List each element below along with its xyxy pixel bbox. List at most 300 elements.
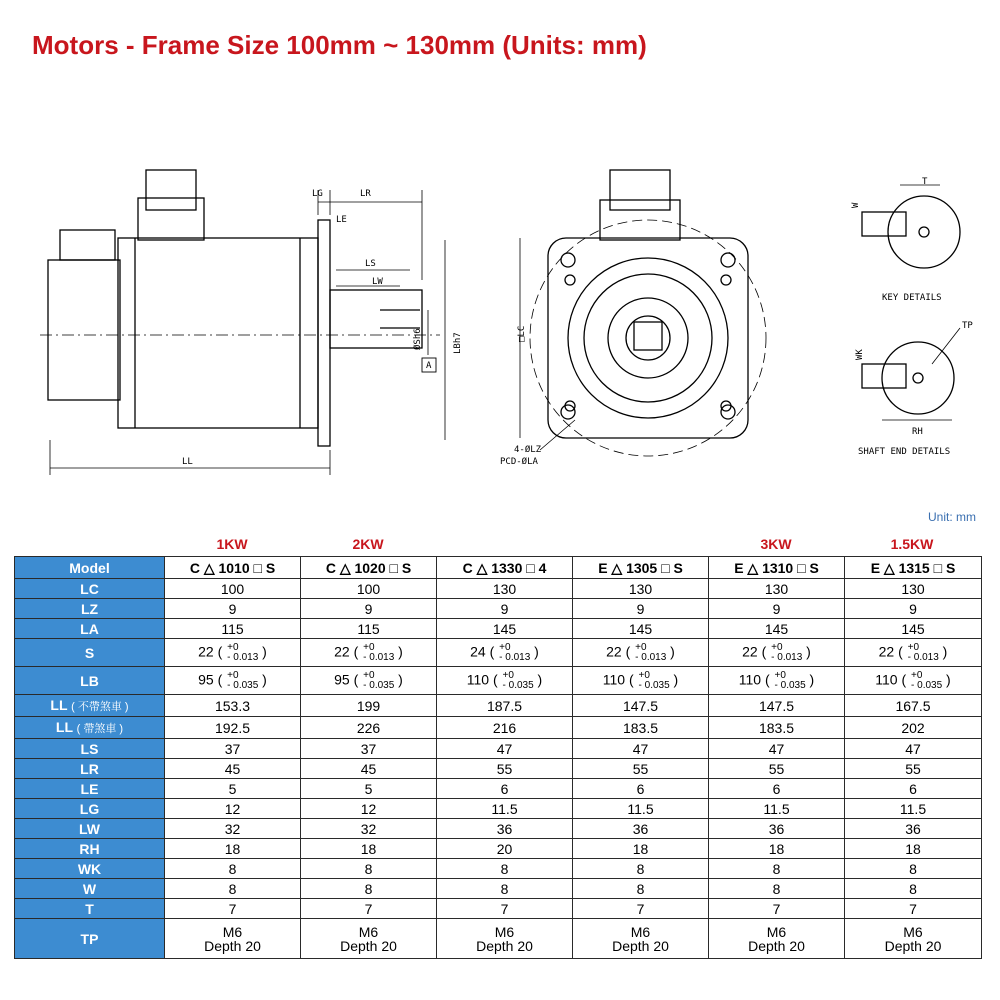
cell-value: 202 — [901, 719, 925, 736]
cell-value: 5 — [364, 780, 373, 797]
tolerance — [499, 643, 530, 663]
cell-value: 8 — [772, 860, 781, 877]
cell-value: 55 — [632, 760, 649, 777]
row-label — [15, 599, 165, 619]
table-cell — [165, 619, 301, 639]
encoder-connector — [60, 230, 115, 260]
cell-value: 216 — [492, 719, 517, 736]
table-cell — [709, 579, 845, 599]
key-detail-circle — [888, 196, 960, 268]
motor-dimension-drawing — [0, 150, 1000, 490]
table-header-row — [15, 557, 982, 579]
table-cell: 22 ( +0 - 0.013 ) — [709, 639, 845, 667]
power-connector — [146, 170, 196, 210]
table-cell — [709, 799, 845, 819]
cell-value: 22 — [878, 643, 895, 660]
label-la: PCD-ØLA — [500, 457, 538, 467]
cell-value: M6 — [494, 923, 515, 940]
table-cell — [301, 619, 437, 639]
row-label-text: LG — [79, 800, 100, 817]
cell-value: 6 — [636, 780, 645, 797]
label-lb: LBh7 — [453, 332, 463, 354]
table-cell — [709, 759, 845, 779]
table-cell — [573, 579, 709, 599]
tolerance — [363, 643, 394, 663]
table-cell — [709, 779, 845, 799]
table-cell — [165, 919, 301, 959]
cell-value-line2: Depth 20 — [884, 937, 942, 954]
table-cell — [709, 859, 845, 879]
spec-table — [14, 556, 982, 959]
table-row — [15, 599, 982, 619]
cell-value: 8 — [772, 880, 781, 897]
table-cell — [301, 799, 437, 819]
table-cell — [437, 695, 573, 717]
cell-value: 110 — [738, 671, 762, 688]
table-cell — [301, 717, 437, 739]
table-cell — [845, 919, 982, 959]
table-cell — [165, 899, 301, 919]
label-lc: □LC — [517, 325, 527, 342]
table-cell — [709, 919, 845, 959]
tolerance — [771, 643, 802, 663]
cell-value: 5 — [228, 780, 237, 797]
row-label-text: LR — [80, 760, 99, 777]
cell-value: 7 — [909, 900, 917, 917]
cell-value: 183.5 — [622, 719, 659, 736]
table-row — [15, 879, 982, 899]
flange — [318, 220, 330, 446]
table-cell — [437, 839, 573, 859]
label-a: A — [426, 361, 432, 371]
cell-value: 18 — [632, 840, 649, 857]
cell-value: 47 — [632, 740, 649, 757]
table-cell — [845, 759, 982, 779]
table-cell — [165, 779, 301, 799]
table-cell — [845, 799, 982, 819]
row-label — [15, 819, 165, 839]
cell-value: 22 — [334, 643, 350, 660]
row-label-text: W — [82, 880, 97, 897]
tolerance-lower: - 0.013 — [771, 651, 803, 663]
cell-value: 36 — [632, 820, 649, 837]
table-cell — [301, 739, 437, 759]
tolerance-lower: - 0.035 — [363, 679, 395, 691]
table-row — [15, 695, 982, 717]
table-cell — [573, 859, 709, 879]
cell-value: 9 — [364, 600, 373, 617]
label-s: ØSh6 — [413, 328, 423, 350]
tolerance — [227, 671, 258, 691]
cell-value: 11.5 — [899, 800, 927, 817]
table-cell: 110 ( +0 - 0.035 ) — [573, 667, 709, 695]
tolerance-upper: +0 — [227, 669, 239, 681]
cell-value: 8 — [228, 880, 237, 897]
tolerance — [911, 671, 942, 691]
tolerance-lower: - 0.013 — [227, 651, 259, 663]
table-cell — [165, 717, 301, 739]
cell-value: 130 — [492, 580, 517, 597]
shaft-end-circle — [882, 342, 954, 414]
table-cell — [573, 717, 709, 739]
spec-table-body — [15, 579, 982, 959]
power-label-2: 2KW — [352, 536, 384, 552]
table-cell — [437, 599, 573, 619]
table-cell — [845, 695, 982, 717]
model-col-5: E △ 1310 □ S — [709, 557, 845, 579]
cell-value: M6 — [358, 923, 379, 940]
tolerance-upper: +0 — [638, 669, 650, 681]
label-key-t: T — [922, 177, 928, 187]
table-row — [15, 759, 982, 779]
tolerance — [908, 643, 939, 663]
table-cell — [709, 619, 845, 639]
tolerance-upper: +0 — [774, 669, 786, 681]
cell-value: 36 — [768, 820, 785, 837]
cell-value: 6 — [500, 780, 509, 797]
table-cell — [709, 879, 845, 899]
cell-value-line2: Depth 20 — [204, 937, 261, 954]
table-cell — [165, 799, 301, 819]
model-col-4: E △ 1305 □ S — [573, 557, 709, 579]
cell-value: 18 — [905, 840, 921, 857]
table-cell: 110 ( +0 - 0.035 ) — [845, 667, 982, 695]
tolerance-lower: - 0.013 — [363, 651, 395, 663]
cell-value: 8 — [228, 860, 237, 877]
cell-value: 8 — [364, 880, 373, 897]
cell-value: 45 — [360, 760, 377, 777]
table-row — [15, 859, 982, 879]
label-ls: LS — [365, 259, 376, 269]
label-lr: LR — [360, 189, 371, 199]
cell-value: 7 — [500, 900, 509, 917]
tolerance-lower: - 0.035 — [638, 679, 670, 691]
table-cell — [165, 759, 301, 779]
table-cell — [437, 919, 573, 959]
row-label — [15, 859, 165, 879]
cell-value: 18 — [360, 840, 377, 857]
label-lg: LG — [312, 189, 323, 199]
cell-value: 36 — [496, 820, 513, 837]
tolerance-lower: - 0.013 — [907, 651, 939, 663]
table-cell — [573, 599, 709, 619]
table-cell — [301, 579, 437, 599]
page-title: Motors - Frame Size 100mm ~ 130mm (Units: mm) — [32, 30, 647, 60]
cell-value: 9 — [909, 600, 917, 617]
row-sublabel: ( 不帶煞車 ) — [71, 701, 129, 713]
tolerance-upper: +0 — [907, 641, 920, 653]
tolerance-lower: - 0.013 — [635, 651, 667, 663]
cell-value: 7 — [364, 900, 373, 917]
tolerance-lower: - 0.013 — [499, 651, 531, 663]
table-cell — [437, 819, 573, 839]
cell-value: M6 — [222, 923, 243, 940]
row-label — [15, 839, 165, 859]
row-label — [15, 717, 165, 739]
tolerance-upper: +0 — [911, 669, 923, 681]
label-ll: LL — [182, 457, 193, 467]
cell-value: 110 — [875, 671, 898, 688]
cell-value: 199 — [356, 697, 381, 714]
table-cell — [437, 899, 573, 919]
table-cell — [165, 859, 301, 879]
cell-value: 100 — [356, 580, 381, 597]
row-label — [15, 739, 165, 759]
table-cell — [301, 759, 437, 779]
table-cell — [845, 739, 982, 759]
cell-value: 6 — [909, 780, 917, 797]
table-row — [15, 839, 982, 859]
model-col-3: C △ 1330 □ 4 — [437, 557, 573, 579]
table-cell — [845, 779, 982, 799]
cell-value: 153.3 — [214, 697, 251, 714]
table-cell: 22 ( +0 - 0.013 ) — [165, 639, 301, 667]
cell-value: 22 — [606, 643, 622, 660]
table-cell: 22 ( +0 - 0.013 ) — [845, 639, 982, 667]
table-cell — [573, 819, 709, 839]
table-cell — [437, 739, 573, 759]
table-cell — [709, 739, 845, 759]
cell-value: 8 — [909, 860, 917, 877]
cell-value: 8 — [500, 880, 509, 897]
cell-value: 47 — [768, 740, 785, 757]
table-cell — [165, 879, 301, 899]
cell-value: 20 — [496, 840, 513, 857]
table-cell — [165, 599, 301, 619]
cell-value: 37 — [224, 740, 241, 757]
table-cell: 22 ( +0 - 0.013 ) — [573, 639, 709, 667]
tolerance-lower: - 0.035 — [774, 679, 806, 691]
cell-value: 9 — [636, 600, 645, 617]
cell-value: 7 — [772, 900, 781, 917]
row-label — [15, 779, 165, 799]
table-cell — [165, 579, 301, 599]
tolerance-upper: +0 — [227, 641, 239, 653]
table-cell — [709, 717, 845, 739]
table-cell — [301, 859, 437, 879]
cell-value: 147.5 — [758, 697, 795, 714]
row-label — [15, 799, 165, 819]
tolerance — [363, 671, 394, 691]
model-header: Model — [15, 557, 165, 579]
tolerance-upper: +0 — [502, 669, 514, 681]
cell-value: M6 — [766, 923, 787, 940]
cell-value: 147.5 — [622, 697, 659, 714]
cell-value: 8 — [636, 880, 645, 897]
cell-value: 47 — [496, 740, 513, 757]
row-label — [15, 667, 165, 695]
table-cell: 24 ( +0 - 0.013 ) — [437, 639, 573, 667]
tolerance-upper: +0 — [635, 641, 647, 653]
cell-value: 18 — [768, 840, 785, 857]
row-label-text: LC — [80, 580, 99, 597]
table-cell: 110 ( +0 - 0.035 ) — [437, 667, 573, 695]
tolerance — [227, 643, 258, 663]
label-lz: 4-ØLZ — [514, 445, 542, 455]
cell-value: 145 — [628, 620, 653, 637]
cell-value: 45 — [224, 760, 241, 777]
row-label — [15, 899, 165, 919]
table-cell — [573, 899, 709, 919]
table-cell: 110 ( +0 - 0.035 ) — [709, 667, 845, 695]
cell-value-line2: Depth 20 — [476, 937, 533, 954]
cell-value: 8 — [364, 860, 373, 877]
table-row — [15, 667, 982, 695]
table-cell — [301, 919, 437, 959]
tolerance-upper: +0 — [499, 641, 511, 653]
cell-value: 37 — [360, 740, 377, 757]
table-cell — [437, 879, 573, 899]
cell-value: 55 — [768, 760, 785, 777]
cell-value: 11.5 — [491, 800, 518, 817]
tolerance — [503, 671, 534, 691]
cell-value: 8 — [909, 880, 917, 897]
cell-value: 22 — [742, 643, 758, 660]
cell-value: 55 — [496, 760, 513, 777]
cell-value-line2: Depth 20 — [340, 937, 397, 954]
drawing-svg — [0, 150, 1000, 490]
row-label-text: T — [85, 900, 94, 917]
cell-value: M6 — [630, 923, 651, 940]
table-cell — [301, 879, 437, 899]
table-row — [15, 579, 982, 599]
cell-value: 32 — [360, 820, 377, 837]
row-label-text: LB — [80, 672, 99, 689]
row-label — [15, 759, 165, 779]
table-cell — [573, 839, 709, 859]
cell-value: 12 — [224, 800, 241, 817]
table-cell — [845, 619, 982, 639]
table-row — [15, 819, 982, 839]
row-label — [15, 619, 165, 639]
cell-value: 7 — [228, 900, 237, 917]
cell-value: 32 — [224, 820, 241, 837]
table-cell — [709, 819, 845, 839]
row-label — [15, 639, 165, 667]
row-label — [15, 579, 165, 599]
table-cell — [301, 599, 437, 619]
row-label-text: S — [84, 644, 95, 661]
table-cell — [845, 599, 982, 619]
cell-value: 36 — [905, 820, 921, 837]
table-cell — [573, 739, 709, 759]
table-cell — [573, 759, 709, 779]
row-label-text: LL — [55, 719, 73, 735]
cell-value: 145 — [764, 620, 789, 637]
table-cell — [301, 819, 437, 839]
table-row — [15, 739, 982, 759]
cell-value: 24 — [470, 643, 486, 660]
table-row — [15, 799, 982, 819]
table-cell — [437, 717, 573, 739]
cell-value: 12 — [360, 800, 377, 817]
tolerance-upper: +0 — [363, 669, 375, 681]
cell-value-line2: Depth 20 — [612, 937, 669, 954]
table-cell — [437, 799, 573, 819]
row-label-text: LS — [80, 740, 99, 757]
row-label-text: LA — [80, 620, 99, 637]
label-key-w: W — [851, 202, 861, 208]
table-cell — [709, 839, 845, 859]
model-col-1: C △ 1010 □ S — [165, 557, 301, 579]
table-cell — [845, 579, 982, 599]
cell-value: 115 — [357, 620, 380, 637]
cell-value: 11.5 — [627, 800, 654, 817]
row-label — [15, 695, 165, 717]
table-cell — [573, 799, 709, 819]
cell-value: 130 — [764, 580, 789, 597]
table-cell — [573, 779, 709, 799]
cell-value: 95 — [334, 671, 350, 688]
cell-value: 183.5 — [758, 719, 795, 736]
cell-value: 22 — [198, 643, 214, 660]
row-label-text: LL — [50, 697, 68, 713]
label-le: LE — [336, 215, 347, 225]
table-row — [15, 919, 982, 959]
table-cell — [437, 779, 573, 799]
tolerance-lower: - 0.035 — [227, 679, 259, 691]
tolerance-lower: - 0.035 — [911, 679, 943, 691]
table-cell — [165, 819, 301, 839]
cell-value: 6 — [772, 780, 781, 797]
cell-value: 100 — [220, 580, 245, 597]
cell-value: 9 — [500, 600, 509, 617]
table-cell — [437, 759, 573, 779]
row-label-text: LZ — [80, 600, 99, 617]
shaft-end-caption: SHAFT END DETAILS — [858, 447, 951, 457]
cell-value: 130 — [628, 580, 653, 597]
table-cell: 95 ( +0 - 0.035 ) — [165, 667, 301, 695]
table-row — [15, 779, 982, 799]
cell-value: 145 — [492, 620, 517, 637]
cell-value: 11.5 — [763, 800, 790, 817]
table-cell — [301, 899, 437, 919]
cell-value: M6 — [903, 923, 923, 940]
cell-value: 8 — [636, 860, 645, 877]
power-label-6: 1.5KW — [890, 536, 934, 552]
row-label-text: RH — [79, 840, 100, 857]
table-cell: 22 ( +0 - 0.013 ) — [301, 639, 437, 667]
label-lw: LW — [372, 277, 383, 287]
model-col-6: E △ 1315 □ S — [845, 557, 982, 579]
cell-value: 8 — [500, 860, 509, 877]
table-cell — [165, 695, 301, 717]
cell-value: 110 — [466, 671, 490, 688]
power-label-1: 1KW — [216, 536, 248, 552]
row-sublabel: ( 帶煞車 ) — [76, 723, 124, 735]
table-cell — [437, 619, 573, 639]
label-shaft-wk: WK — [855, 349, 865, 360]
table-cell — [573, 919, 709, 959]
cell-value: 95 — [198, 671, 214, 688]
table-cell — [845, 879, 982, 899]
tolerance — [639, 671, 670, 691]
cell-value-line2: Depth 20 — [748, 937, 805, 954]
cell-value: 187.5 — [486, 697, 523, 714]
table-cell: 95 ( +0 - 0.035 ) — [301, 667, 437, 695]
table-cell — [301, 839, 437, 859]
cell-value: 167.5 — [895, 697, 931, 714]
table-cell — [845, 819, 982, 839]
cell-value: 145 — [901, 620, 925, 637]
cell-value: 130 — [901, 580, 925, 597]
table-row — [15, 619, 982, 639]
table-cell — [845, 859, 982, 879]
row-label-text: LW — [79, 820, 100, 837]
table-cell — [573, 879, 709, 899]
table-cell — [573, 695, 709, 717]
motor-body — [118, 238, 318, 428]
